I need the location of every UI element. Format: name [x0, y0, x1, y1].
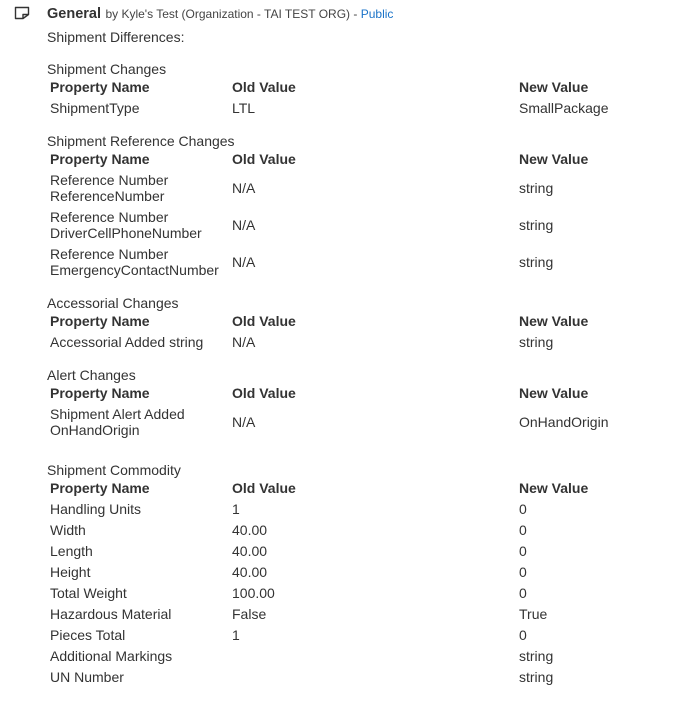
table-row [47, 404, 672, 441]
property-cell [47, 244, 229, 281]
old-value-cell [229, 667, 516, 688]
property-line: EmergencyContactNumber [50, 262, 219, 278]
table-row [47, 625, 672, 646]
property-cell: ShipmentType [50, 100, 140, 116]
property-cell [47, 170, 229, 207]
table-row [47, 499, 672, 520]
property-line: DriverCellPhoneNumber [50, 225, 202, 241]
new-value-cell: OnHandOrigin [519, 414, 609, 430]
new-value-cell: 0 [519, 627, 527, 643]
property-cell: Hazardous Material [50, 606, 172, 622]
property-cell: Width [50, 522, 86, 538]
table-row [47, 244, 672, 281]
differences-heading: Shipment Differences: [47, 29, 185, 45]
table-row [47, 332, 672, 353]
column-header-old: Old Value [232, 385, 296, 401]
property-cell: Handling Units [50, 501, 142, 517]
property-cell: UN Number [50, 669, 124, 685]
section-title: Shipment Changes [47, 61, 167, 77]
section-title: Shipment Reference Changes [47, 133, 235, 149]
note-author: by Kyle's Test (Organization - TAI TEST ORG) - [105, 7, 361, 21]
table-row [47, 207, 672, 244]
old-value-cell: False [232, 606, 267, 622]
property-line: ReferenceNumber [50, 188, 165, 204]
table-header-row [47, 149, 672, 170]
property-cell: Height [50, 564, 91, 580]
note-body [47, 27, 687, 688]
table-header-row [47, 311, 672, 332]
table-row [47, 170, 672, 207]
column-header-property: Property Name [50, 313, 150, 329]
table-row [47, 646, 672, 667]
new-value-cell: string [519, 217, 554, 233]
table-header-row [47, 77, 672, 98]
section-title: Accessorial Changes [47, 295, 179, 311]
new-value-cell: 0 [519, 564, 527, 580]
accessorial-changes-table [47, 311, 672, 353]
old-value-cell: 1 [232, 501, 240, 517]
old-value-cell: 1 [232, 627, 240, 643]
table-row [47, 562, 672, 583]
table-row [47, 667, 672, 688]
table-header-row [47, 383, 672, 404]
property-cell: Pieces Total [50, 627, 126, 643]
shipment-changes-section [47, 61, 687, 119]
shipment-commodity-section [47, 462, 687, 688]
column-header-new: New Value [519, 385, 589, 401]
table-row [47, 98, 672, 119]
column-header-property: Property Name [50, 385, 150, 401]
alert-changes-section [47, 367, 687, 441]
accessorial-changes-section [47, 295, 687, 353]
property-cell [47, 207, 229, 244]
visibility-link[interactable]: Public [360, 7, 394, 21]
property-cell: Additional Markings [50, 648, 173, 664]
column-header-property: Property Name [50, 151, 150, 167]
new-value-cell: string [519, 254, 554, 270]
alert-changes-table [47, 383, 672, 441]
new-value-cell: SmallPackage [519, 100, 609, 116]
table-row [47, 520, 672, 541]
column-header-property: Property Name [50, 480, 150, 496]
shipment-commodity-table [47, 478, 672, 688]
table-row [47, 583, 672, 604]
table-row [47, 604, 672, 625]
column-header-old: Old Value [232, 79, 296, 95]
column-header-property: Property Name [50, 79, 150, 95]
old-value-cell: 40.00 [232, 564, 268, 580]
old-value-cell: 40.00 [232, 522, 268, 538]
new-value-cell: True [519, 606, 548, 622]
property-cell: Total Weight [50, 585, 127, 601]
column-header-new: New Value [519, 313, 589, 329]
old-value-cell: 100.00 [232, 585, 275, 601]
column-header-old: Old Value [232, 480, 296, 496]
old-value-cell: N/A [232, 254, 256, 270]
property-cell: Accessorial Added string [50, 334, 204, 350]
column-header-old: Old Value [232, 313, 296, 329]
column-header-new: New Value [519, 79, 589, 95]
new-value-cell: 0 [519, 543, 527, 559]
new-value-cell: 0 [519, 585, 527, 601]
property-line: OnHandOrigin [50, 422, 140, 438]
note-header [47, 4, 393, 24]
note-icon [14, 6, 30, 20]
new-value-cell: 0 [519, 501, 527, 517]
new-value-cell: 0 [519, 522, 527, 538]
new-value-cell: string [519, 180, 554, 196]
note-title: General [47, 6, 101, 22]
old-value-cell: 40.00 [232, 543, 268, 559]
new-value-cell: string [519, 648, 554, 664]
property-line: Reference Number [50, 209, 169, 225]
reference-changes-section [47, 133, 687, 281]
reference-changes-table [47, 149, 672, 281]
property-cell [47, 404, 229, 441]
section-title: Shipment Commodity [47, 462, 181, 478]
property-cell: Length [50, 543, 93, 559]
property-line: Reference Number [50, 246, 169, 262]
new-value-cell: string [519, 334, 554, 350]
old-value-cell: LTL [232, 100, 256, 116]
table-header-row [47, 478, 672, 499]
old-value-cell: N/A [232, 414, 256, 430]
old-value-cell [229, 646, 516, 667]
old-value-cell: N/A [232, 180, 256, 196]
column-header-new: New Value [519, 480, 589, 496]
property-line: Shipment Alert Added [50, 406, 185, 422]
section-title: Alert Changes [47, 367, 136, 383]
property-line: Reference Number [50, 172, 169, 188]
shipment-changes-table [47, 77, 672, 119]
table-row [47, 541, 672, 562]
column-header-old: Old Value [232, 151, 296, 167]
old-value-cell: N/A [232, 217, 256, 233]
old-value-cell: N/A [232, 334, 256, 350]
column-header-new: New Value [519, 151, 589, 167]
new-value-cell: string [519, 669, 554, 685]
